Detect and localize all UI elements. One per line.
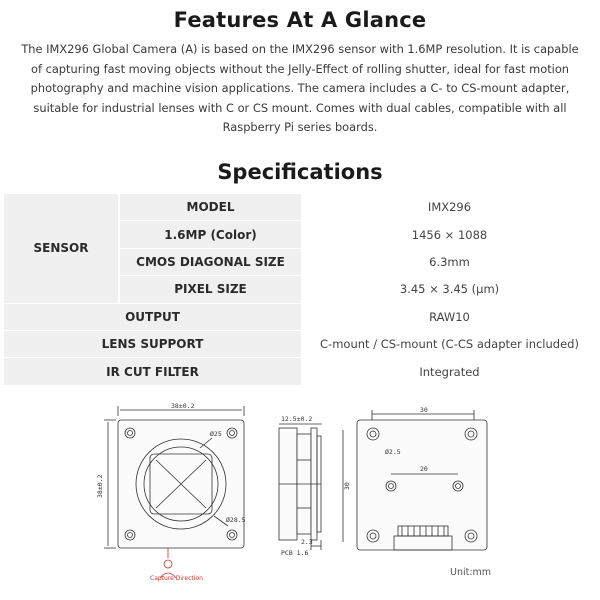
spec-key: MODEL [119,194,301,221]
side-depth-label: 12.5±0.2 [281,415,313,423]
spec-value: RAW10 [301,303,598,330]
spec-value: 6.3mm [301,248,598,275]
spec-value: C-mount / CS-mount (C-CS adapter included) [301,330,598,357]
table-row [4,330,598,357]
features-line: suitable for industrial lenses with C or CS mount. Comes with dual cables, compatible with all [33,100,567,115]
table-row [4,358,598,385]
back-width-label: 30 [420,406,428,414]
capture-direction-label: Capture Direction [150,575,203,582]
spec-value: Integrated [301,358,598,385]
lens-diameter-label: Ø25 [210,430,222,438]
back-inner-label: 20 [420,465,428,473]
spec-key: CMOS DIAGONAL SIZE [119,248,301,275]
table-row [4,194,598,221]
features-line: of capturing fast moving objects without the Jelly-Effect of rolling shutter, ideal for fast motion [30,61,570,76]
features-description [14,40,586,138]
spec-key: 1.6MP (Color) [119,221,301,248]
spec-value: IMX296 [301,194,598,221]
table-row [4,303,598,330]
unit-label: Unit:mm [450,567,492,578]
sensor-group-label: SENSOR [4,194,119,303]
features-line: photography and machine vision applications. The camera includes a C- to CS-mount adapter, [30,81,570,95]
features-title: Features At A Glance [173,8,427,32]
spec-value: 1456 × 1088 [301,221,598,248]
side-view [279,424,322,550]
back-hole-label: Ø2.5 [385,448,401,456]
spec-key: IR CUT FILTER [4,358,301,385]
spec-key: OUTPUT [4,303,301,330]
front-height-label: 38±0.2 [96,474,104,498]
specifications-table [4,194,598,386]
specifications-title: Specifications [217,160,383,184]
back-height-label: 30 [343,482,351,490]
back-view [343,410,487,550]
side-small-label: 2.3 [301,538,313,546]
spec-key: PIXEL SIZE [119,276,301,303]
front-width-label: 38±0.2 [171,402,195,410]
dimension-drawing [0,398,600,598]
features-line: The IMX296 Global Camera (A) is based on the IMX296 sensor with 1.6MP resolution. It is capable [21,42,579,56]
spec-key: LENS SUPPORT [4,330,301,357]
features-line: Raspberry Pi series boards. [222,120,378,134]
front-view [104,406,244,548]
spec-value: 3.45 × 3.45 (μm) [301,276,598,303]
mount-diameter-label: Ø28.5 [226,516,246,524]
pcb-label: PCB 1.6 [281,549,309,557]
